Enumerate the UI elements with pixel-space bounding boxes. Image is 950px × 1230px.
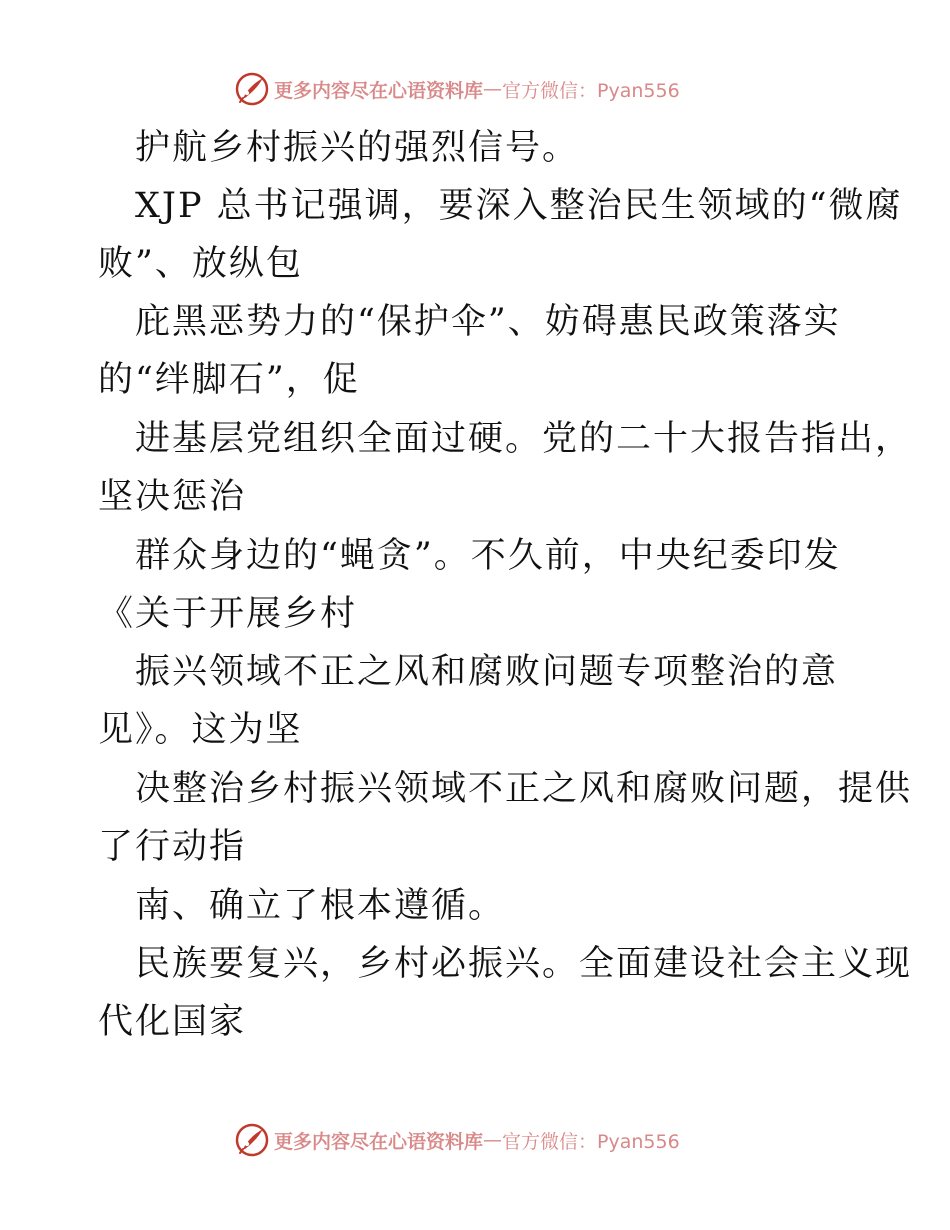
- body-line: 庇黑恶势力的“保护伞”、妨碍惠民政策落实: [135, 302, 841, 342]
- banner-promo-text: 更多内容尽在心语资料库: [274, 1130, 484, 1153]
- body-line: 振兴领域不正之风和腐败问题专项整治的意: [135, 652, 839, 692]
- body-line: XJP 总书记强调，要深入整治民生领域的“微腐: [135, 186, 903, 226]
- header-banner: [234, 71, 680, 107]
- body-line: 进基层党组织全面过硬。党的二十大报告指出，: [135, 419, 913, 459]
- banner-official-wechat: 官方微信：Pyan556: [502, 1130, 680, 1153]
- footer-banner: [234, 1122, 680, 1158]
- banner-separator: —: [483, 1129, 503, 1151]
- body-line: 了行动指: [98, 827, 247, 867]
- body-line: 决整治乡村振兴领域不正之风和腐败问题，提供: [135, 769, 913, 809]
- banner-official-wechat: 官方微信：Pyan556: [502, 79, 680, 102]
- body-line: 南、确立了根本遵循。: [135, 886, 506, 926]
- body-line: 护航乡村振兴的强烈信号。: [135, 128, 580, 168]
- banner-promo-text: 更多内容尽在心语资料库: [274, 79, 484, 102]
- body-line: 《关于开展乡村: [98, 594, 358, 634]
- body-line: 败”、放纵包: [98, 244, 303, 284]
- banner-separator: —: [483, 78, 503, 100]
- body-line: 群众身边的“蝇贪”。不久前，中央纪委印发: [135, 536, 841, 576]
- body-line: 见》。这为坚: [98, 710, 303, 750]
- feather-pen-seal-icon: [234, 1122, 270, 1158]
- body-line: 坚决惩治: [98, 477, 247, 517]
- feather-pen-seal-icon: [234, 71, 270, 107]
- body-line: 的“绊脚石”，促: [98, 360, 360, 400]
- body-line: 民族要复兴，乡村必振兴。全面建设社会主义现: [135, 944, 913, 984]
- body-line: 代化国家: [98, 1002, 247, 1042]
